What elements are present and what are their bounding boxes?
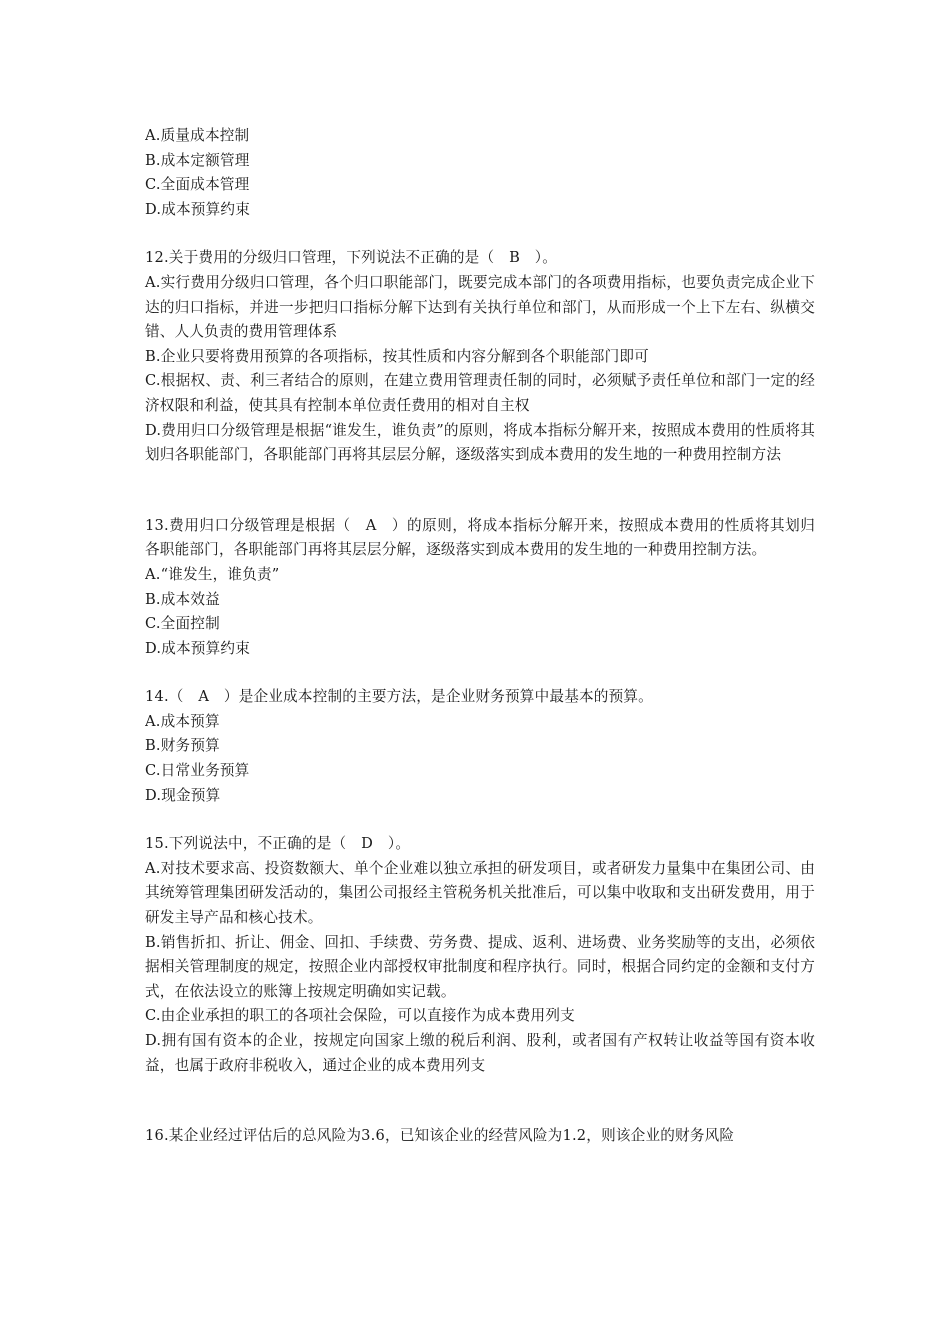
- option-c: C.全面控制: [145, 615, 220, 633]
- question-16: [145, 1124, 815, 1149]
- option-a: A.质量成本控制: [145, 127, 250, 144]
- option-d: D.费用归口分级管理是根据“谁发生，谁负责”的原则，将成本指标分解开来，按照成本费用的性质将其划归各职能部门，各职能部门再将其层层分解，逐级落实到成本费用的发生地的一种费用控制方法: [145, 421, 815, 464]
- question-14: [145, 685, 815, 808]
- option-c: C.日常业务预算: [145, 762, 250, 780]
- question-stem: 15.下列说法中，不正确的是（ D ）。: [145, 835, 411, 853]
- option-b: B.销售折扣、折让、佣金、回扣、手续费、劳务费、提成、返利、进场费、业务奖励等的支出，必须依据相关管理制度的规定，按照企业内部授权审批制度和程序执行。同时，根据合同约定的金额和支付方式，在依法设立的账簿上按规定明确如实记载。: [145, 933, 815, 1000]
- option-d: D.拥有国有资本的企业，按规定向国家上缴的税后利润、股利，或者国有产权转让收益等国有资本收益，也属于政府非税收入，通过企业的成本费用列支: [145, 1032, 815, 1074]
- question-stem: 12.关于费用的分级归口管理，下列说法不正确的是（ B ）。: [145, 249, 558, 267]
- option-b: B.企业只要将费用预算的各项指标，按其性质和内容分解到各个职能部门即可: [145, 347, 649, 365]
- spacer: [145, 1078, 815, 1124]
- document-page: [145, 124, 815, 1149]
- question-13: [145, 514, 815, 662]
- option-a: A.对技术要求高、投资数额大、单个企业难以独立承担的研发项目，或者研发力量集中在集团公司、由其统筹管理集团研发活动的，集团公司报经主管税务机关批准后，可以集中收取和支出研发费用，用于研发主导产品和核心技术。: [145, 859, 815, 927]
- question-15: [145, 832, 815, 1078]
- option-c: C.全面成本管理: [145, 176, 250, 194]
- question-12: [145, 246, 815, 467]
- option-b: B.成本定额管理: [145, 151, 250, 169]
- option-b: B.财务预算: [145, 737, 220, 755]
- spacer: [145, 468, 815, 514]
- question-11: [145, 124, 815, 222]
- spacer: [145, 661, 815, 685]
- option-d: D.成本预算约束: [145, 639, 250, 657]
- option-d: D.成本预算约束: [145, 200, 250, 218]
- question-stem: 14.（ A ）是企业成本控制的主要方法，是企业财务预算中最基本的预算。: [145, 688, 653, 706]
- option-a: A.实行费用分级归口管理，各个归口职能部门，既要完成本部门的各项费用指标，也要负责完成企业下达的归口指标，并进一步把归口指标分解下达到有关执行单位和部门，从而形成一个上下左右、纵横交错、人人负责的费用管理体系: [145, 273, 815, 341]
- spacer: [145, 222, 815, 246]
- question-stem: 13.费用归口分级管理是根据（ A ）的原则，将成本指标分解开来，按照成本费用的性质将其划归各职能部门，各职能部门再将其层层分解，逐级落实到成本费用的发生地的一种费用控制方法。: [145, 516, 815, 559]
- option-c: C.根据权、责、利三者结合的原则，在建立费用管理责任制的同时，必须赋予责任单位和部门一定的经济权限和利益，使其具有控制本单位责任费用的相对自主权: [145, 372, 815, 414]
- question-stem: 16.某企业经过评估后的总风险为3.6，已知该企业的经营风险为1.2，则该企业的财务风险: [145, 1127, 735, 1145]
- spacer: [145, 808, 815, 832]
- option-d: D.现金预算: [145, 786, 221, 804]
- option-a: A.“谁发生，谁负责”: [145, 565, 280, 583]
- option-a: A.成本预算: [145, 712, 220, 730]
- option-c: C.由企业承担的职工的各项社会保险，可以直接作为成本费用列支: [145, 1007, 575, 1025]
- option-b: B.成本效益: [145, 590, 220, 608]
